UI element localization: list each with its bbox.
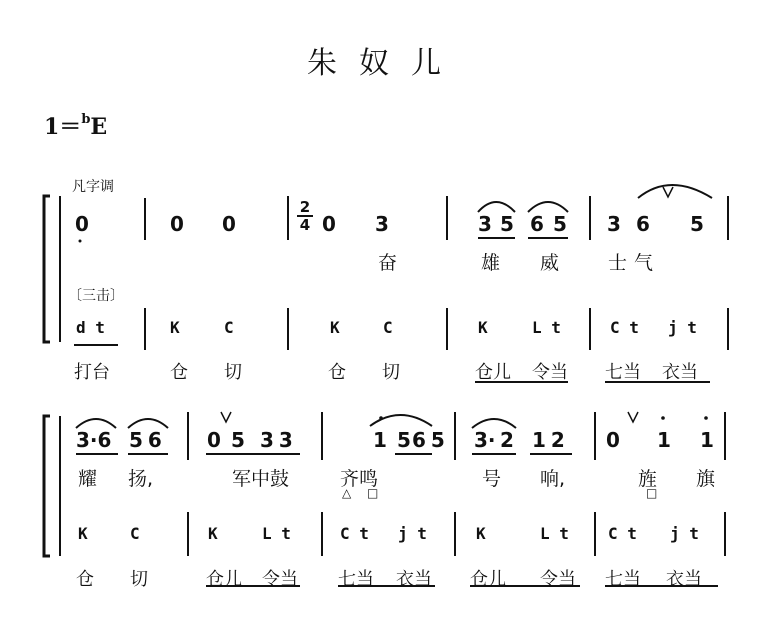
- slur: [370, 415, 432, 426]
- slur: [478, 202, 515, 212]
- percussion-note: K: [208, 524, 218, 543]
- key-note: E: [90, 114, 108, 140]
- gong-syllable: 仓: [76, 569, 94, 590]
- gong-syllable: 令当: [540, 569, 576, 590]
- note: 3: [607, 212, 621, 236]
- note: 3·6: [76, 428, 112, 452]
- gong-syllable: 七当: [605, 362, 641, 383]
- system-bracket: [44, 416, 50, 556]
- lyric: 扬,: [128, 468, 154, 490]
- dot: [79, 240, 82, 243]
- note: 5: [231, 428, 245, 452]
- lyric: 威: [540, 252, 560, 274]
- flat-sign: b: [81, 111, 91, 127]
- lyric: 耀: [78, 468, 98, 490]
- gong-syllable: 仓儿: [206, 569, 242, 590]
- lyric: 军中鼓: [232, 468, 290, 490]
- percussion-note: K: [170, 318, 180, 337]
- note: 6: [636, 212, 650, 236]
- percussion-note: K: [476, 524, 486, 543]
- note: 5 6: [129, 428, 162, 452]
- percussion-note: C: [383, 318, 393, 337]
- gong-syllable: 令当: [532, 362, 568, 383]
- note: 3 3: [260, 428, 293, 452]
- lyric: 旌: [638, 468, 658, 490]
- note: 3: [375, 212, 389, 236]
- lyric: 号: [482, 468, 502, 490]
- page-title: 朱奴儿: [307, 46, 463, 81]
- system-bracket: [44, 196, 50, 342]
- note: 5: [690, 212, 704, 236]
- note: 1: [700, 428, 714, 452]
- dot: [704, 416, 708, 420]
- slur: [76, 419, 116, 428]
- gong-syllable: 七当: [605, 569, 641, 590]
- time-signature: [297, 200, 313, 232]
- gong-syllable: 衣当: [662, 362, 698, 383]
- percussion-note: C t: [610, 318, 639, 337]
- note: 0: [207, 428, 221, 452]
- note: 0: [606, 428, 620, 452]
- percussion-note: K: [78, 524, 88, 543]
- square-mark: □: [367, 486, 379, 500]
- gong-syllable: 七当: [338, 569, 374, 590]
- percussion-note: d t: [76, 318, 105, 337]
- breath-mark: [628, 412, 638, 422]
- lyric: 齐鸣: [340, 468, 379, 490]
- percussion-note: j t: [668, 318, 697, 337]
- note: 6 5: [412, 428, 445, 452]
- breath-mark: [663, 187, 673, 197]
- gong-syllable: 仓儿: [470, 569, 506, 590]
- gong-syllable: 切: [224, 362, 242, 383]
- time-signature-top: 2: [299, 198, 311, 216]
- note: 0: [170, 212, 184, 236]
- percussion-note: C t: [340, 524, 369, 543]
- percussion-note: L t: [532, 318, 561, 337]
- dot: [661, 416, 665, 420]
- gong-syllable: 切: [130, 569, 148, 590]
- note: 3: [478, 212, 492, 236]
- square-mark: □: [646, 486, 658, 500]
- gong-syllable: 衣当: [666, 569, 702, 590]
- note: 1 2: [532, 428, 565, 452]
- gong-syllable: 仓: [170, 362, 188, 383]
- percussion-note: K: [478, 318, 488, 337]
- breath-mark: [221, 412, 231, 422]
- gong-syllable: 仓: [328, 362, 346, 383]
- percussion-label: 〔三击〕: [68, 288, 124, 304]
- percussion-note: L t: [540, 524, 569, 543]
- lyric: 旗: [696, 468, 716, 490]
- key-main: 1＝: [44, 114, 82, 140]
- note: 5: [553, 212, 567, 236]
- slur: [638, 185, 712, 198]
- note: 0: [322, 212, 336, 236]
- note: 1: [373, 428, 387, 452]
- gong-syllable: 令当: [262, 569, 298, 590]
- percussion-note: K: [330, 318, 340, 337]
- gong-syllable: 打台: [74, 362, 110, 383]
- voice-label: 凡字调: [72, 179, 114, 195]
- gong-syllable: 仓儿: [475, 362, 511, 383]
- note: 5: [500, 212, 514, 236]
- lyric: 雄: [481, 252, 501, 274]
- lyric: 奋: [378, 252, 398, 274]
- percussion-note: C t: [608, 524, 637, 543]
- percussion-note: j t: [670, 524, 699, 543]
- lyric: 响,: [540, 468, 566, 490]
- dot: [379, 416, 383, 420]
- gong-syllable: 切: [382, 362, 400, 383]
- percussion-note: j t: [398, 524, 427, 543]
- note: 6: [530, 212, 544, 236]
- note: 0: [75, 212, 89, 236]
- lyric: 士: [608, 252, 628, 274]
- time-signature-bottom: 4: [299, 216, 311, 234]
- percussion-note: C: [130, 524, 140, 543]
- note: 1: [657, 428, 671, 452]
- slur: [528, 202, 568, 212]
- note: 5: [397, 428, 411, 452]
- note: 3·: [474, 428, 496, 452]
- note: 0: [222, 212, 236, 236]
- percussion-note: C: [224, 318, 234, 337]
- gong-syllable: 衣当: [396, 569, 432, 590]
- lyric: 气: [634, 252, 654, 274]
- percussion-note: L t: [262, 524, 291, 543]
- accent-mark: △: [342, 486, 352, 500]
- slur: [472, 419, 516, 428]
- note: 2: [500, 428, 514, 452]
- slur: [128, 419, 168, 428]
